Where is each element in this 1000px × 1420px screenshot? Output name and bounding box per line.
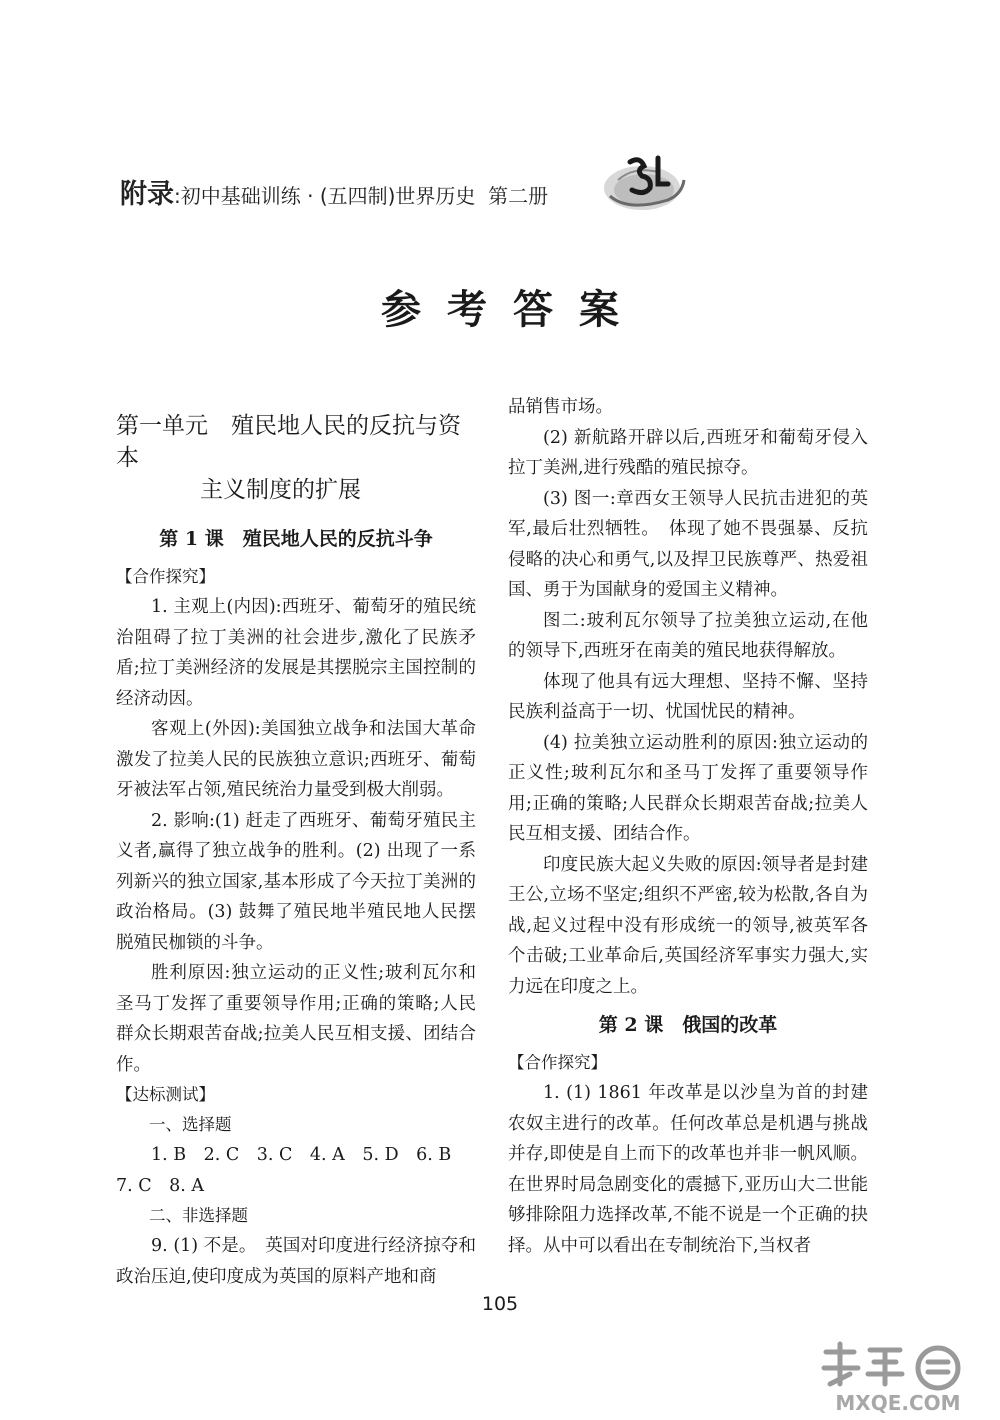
header-colon: :	[174, 184, 181, 208]
section-cooperative-inquiry: 【合作探究】	[116, 567, 215, 586]
section-standard-test: 【达标测试】	[116, 1085, 215, 1104]
section-cooperative-inquiry: 【合作探究】	[508, 1053, 607, 1072]
choice-answers-line2: 7. C 8. A	[116, 1175, 205, 1196]
page-title: 参考答案	[381, 286, 645, 333]
swirl-logo-icon	[598, 150, 688, 216]
svg-text:MXQE.COM: MXQE.COM	[835, 1391, 961, 1415]
choice-answers-line1: 1. B 2. C 3. C 4. A 5. D 6. B	[151, 1145, 452, 1165]
answer-paragraph: (3) 图一:章西女王领导人民抗击进犯的英军,最后壮烈牺牲。 体现了她不畏强暴、反抗侵略的决心和勇气,以及捍卫民族尊严、热爱祖国、勇于为国献身的爱国主义精神。	[508, 488, 868, 600]
answer-paragraph: 胜利原因:独立运动的正义性;玻利瓦尔和圣马丁发挥了重要领导作用;正确的策略;人民群众长期艰苦奋战;拉美人民互相支援、团结合作。	[116, 963, 476, 1075]
book-title: 初中基础训练 · (五四制)世界历史	[180, 184, 476, 208]
answer-paragraph: 2. 影响:(1) 赶走了西班牙、葡萄牙殖民主义者,赢得了独立战争的胜利。(2) 出现了一系列新兴的独立国家,基本形成了今天拉丁美洲的政治格局。(3) 鼓舞了殖民地半殖民地人民摆脱殖民枷锁的斗争。	[116, 810, 476, 953]
answer-paragraph: 体现了他具有远大理想、坚持不懈、坚持民族利益高于一切、忧国忧民的精神。	[508, 671, 868, 722]
choice-questions-heading: 一、选择题	[149, 1115, 232, 1134]
answer-paragraph: 1. 主观上(内因):西班牙、葡萄牙的殖民统治阻碍了拉丁美洲的社会进步,激化了民族矛盾;拉丁美洲经济的发展是其摆脱宗主国控制的经济动因。	[116, 597, 476, 709]
page-number: 105	[481, 1293, 519, 1315]
lesson-1-heading: 第 1 课 殖民地人民的反抗斗争	[159, 528, 433, 550]
answer-watermark-logo	[818, 1340, 978, 1416]
lesson-2-heading: 第 2 课 俄国的改革	[598, 1014, 778, 1036]
right-column	[508, 392, 868, 1261]
appendix-label: 附录	[120, 179, 174, 210]
answer-paragraph: 客观上(外因):美国独立战争和法国大革命激发了拉美人民的民族独立意识;西班牙、葡萄牙被法军占领,殖民统治力量受到极大削弱。	[116, 719, 476, 800]
answer-paragraph: (2) 新航路开辟以后,西班牙和葡萄牙侵入拉丁美洲,进行残酷的殖民掠夺。	[508, 427, 868, 478]
answer-paragraph: 1. (1) 1861 年改革是以沙皇为首的封建农奴主进行的改革。任何改革总是机遇与挑战并存,即使是自上而下的改革也并非一帆风顺。在世界时局急剧变化的震撼下,亚历山大二世能够排除阻力选择改革,不能不说是一个正确的抉择。从中可以看出在专制统治下,当权者	[508, 1083, 868, 1256]
appendix-header	[120, 172, 548, 211]
volume-label: 第二册	[488, 184, 549, 208]
answer-paragraph: 印度民族大起义失败的原因:领导者是封建王公,立场不坚定;组织不严密,较为松散,各自为战,起义过程中没有形成统一的领导,被英军各个击破;工业革命后,英国经济军事实力强大,实力远在印度之上。	[508, 854, 868, 997]
unit-heading-line2: 主义制度的扩展	[200, 477, 361, 503]
answer-paragraph: 9. (1) 不是。 英国对印度进行经济掠夺和政治压迫,使印度成为英国的原料产地和商	[116, 1236, 476, 1287]
nonchoice-questions-heading: 二、非选择题	[149, 1206, 248, 1225]
unit-heading-line1: 第一单元 殖民地人民的反抗与资本	[116, 413, 461, 471]
answer-paragraph: 品销售市场。	[508, 397, 613, 417]
unit-heading	[116, 410, 476, 506]
answer-paragraph: (4) 拉美独立运动胜利的原因:独立运动的正义性;玻利瓦尔和圣马丁发挥了重要领导作用;正确的策略;人民群众长期艰苦奋战;拉美人民互相支援、团结合作。	[508, 732, 868, 844]
left-column	[116, 392, 476, 1292]
answer-paragraph: 图二:玻利瓦尔领导了拉美独立运动,在他的领导下,西班牙在南美的殖民地获得解放。	[508, 610, 868, 661]
